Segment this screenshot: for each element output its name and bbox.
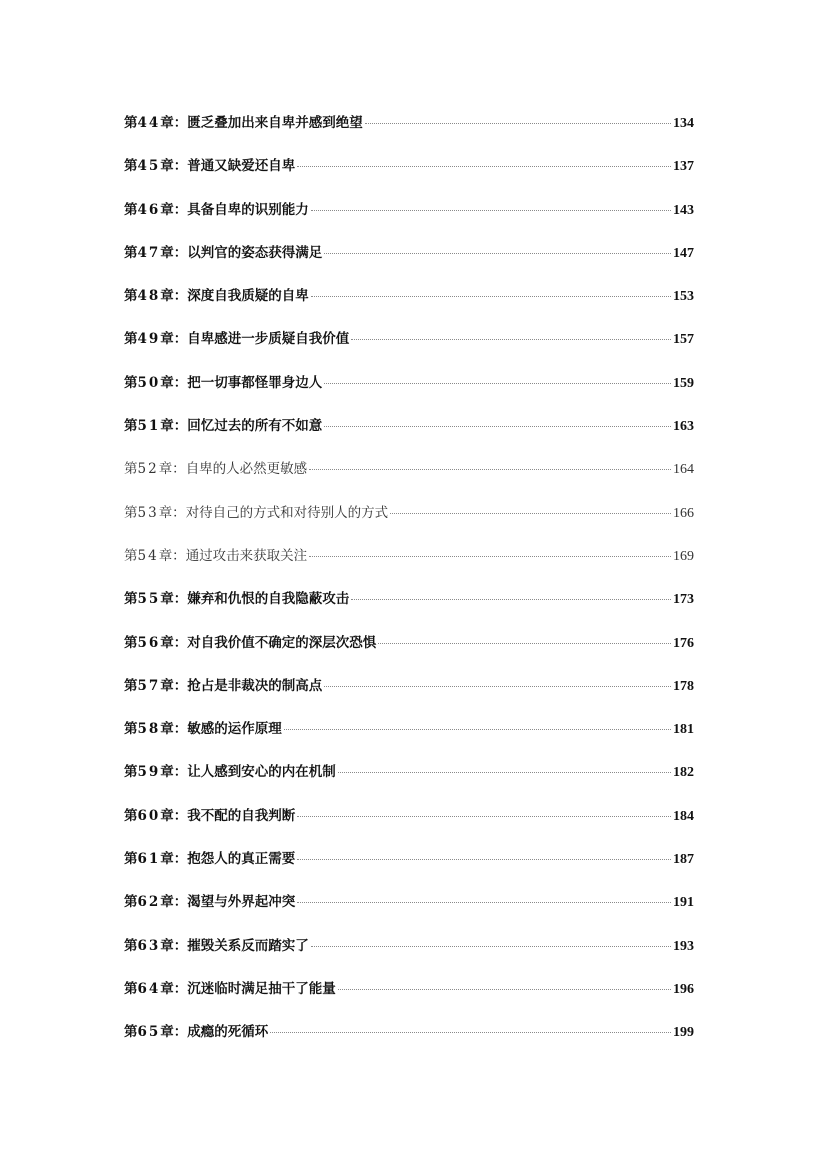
chapter-suffix: 章： — [160, 288, 188, 305]
toc-entry[interactable] — [124, 847, 694, 890]
toc-chapter-label — [124, 674, 322, 698]
chapter-prefix: 第 — [124, 288, 138, 305]
chapter-number: 54 — [137, 547, 159, 564]
chapter-number: 52 — [137, 461, 159, 478]
toc-chapter-label — [124, 414, 322, 438]
toc-entry[interactable] — [124, 631, 694, 674]
chapter-prefix: 第 — [124, 418, 138, 435]
chapter-suffix: 章： — [158, 547, 186, 564]
toc-entry[interactable] — [124, 977, 694, 1020]
page-number: 164 — [673, 462, 694, 478]
chapter-prefix: 第 — [124, 807, 138, 824]
chapter-title: 对待自己的方式和对待别人的方式 — [185, 504, 389, 521]
dot-leader — [311, 296, 671, 297]
toc-chapter-label — [124, 631, 376, 655]
chapter-title: 嫌弃和仇恨的自我隐蔽攻击 — [187, 591, 350, 608]
toc-chapter-label — [124, 847, 295, 871]
chapter-title: 抱怨人的真正需要 — [187, 851, 296, 868]
chapter-prefix: 第 — [124, 331, 138, 348]
chapter-number: 48 — [137, 288, 161, 305]
chapter-suffix: 章： — [160, 937, 188, 954]
chapter-title: 把一切事都怪罪身边人 — [187, 374, 323, 391]
chapter-prefix: 第 — [124, 374, 138, 391]
page-number: 134 — [673, 116, 694, 131]
toc-chapter-label — [124, 371, 322, 395]
toc-entry[interactable] — [124, 1020, 694, 1063]
toc-entry[interactable] — [124, 414, 694, 457]
chapter-prefix: 第 — [124, 937, 138, 954]
chapter-suffix: 章： — [160, 721, 188, 738]
chapter-suffix: 章： — [160, 201, 188, 218]
chapter-prefix: 第 — [124, 591, 138, 608]
chapter-prefix: 第 — [124, 158, 138, 175]
chapter-number: 55 — [137, 591, 161, 608]
toc-entry[interactable] — [124, 327, 694, 370]
chapter-prefix: 第 — [124, 1024, 138, 1041]
page-number: 166 — [673, 505, 694, 521]
chapter-number: 62 — [137, 894, 161, 911]
chapter-suffix: 章： — [160, 418, 188, 435]
page-number: 191 — [673, 895, 694, 911]
chapter-number: 53 — [137, 504, 159, 521]
dot-leader — [351, 599, 671, 600]
chapter-prefix: 第 — [124, 677, 138, 694]
chapter-number: 59 — [137, 764, 161, 781]
chapter-number: 64 — [137, 980, 161, 997]
dot-leader — [297, 859, 671, 860]
dot-leader — [338, 772, 671, 773]
toc-chapter-label — [124, 154, 295, 178]
toc-entry[interactable] — [124, 674, 694, 717]
chapter-number: 58 — [137, 721, 161, 738]
chapter-title: 自卑的人必然更敏感 — [185, 461, 308, 478]
chapter-prefix: 第 — [124, 634, 138, 651]
dot-leader — [378, 643, 671, 644]
chapter-prefix: 第 — [124, 851, 138, 868]
toc-chapter-label — [124, 111, 363, 135]
table-of-contents — [124, 111, 694, 1064]
chapter-suffix: 章： — [160, 374, 188, 391]
chapter-number: 57 — [137, 677, 161, 694]
chapter-prefix: 第 — [124, 721, 138, 738]
dot-leader — [311, 946, 671, 947]
chapter-prefix: 第 — [124, 547, 138, 564]
toc-entry[interactable] — [124, 198, 694, 241]
chapter-number: 56 — [137, 634, 161, 651]
page-number: 181 — [673, 722, 694, 738]
toc-chapter-label — [124, 327, 349, 351]
chapter-title: 对自我价值不确定的深层次恐惧 — [187, 634, 377, 651]
toc-entry[interactable] — [124, 587, 694, 630]
chapter-prefix: 第 — [124, 461, 138, 478]
toc-chapter-label — [124, 890, 295, 914]
dot-leader — [324, 253, 671, 254]
dot-leader — [297, 902, 671, 903]
chapter-suffix: 章： — [160, 677, 188, 694]
chapter-title: 摧毁关系反而踏实了 — [187, 937, 309, 954]
toc-entry[interactable] — [124, 241, 694, 284]
chapter-title: 渴望与外界起冲突 — [187, 894, 296, 911]
dot-leader — [351, 339, 671, 340]
chapter-prefix: 第 — [124, 764, 138, 781]
chapter-number: 60 — [137, 807, 161, 824]
page-number: 137 — [673, 159, 694, 175]
page-number: 147 — [673, 245, 694, 261]
chapter-suffix: 章： — [160, 807, 188, 824]
page-number: 163 — [673, 419, 694, 435]
chapter-title: 抢占是非裁决的制高点 — [187, 677, 323, 694]
dot-leader — [297, 166, 671, 167]
chapter-prefix: 第 — [124, 201, 138, 218]
page-number: 159 — [673, 375, 694, 391]
chapter-number: 63 — [137, 937, 161, 954]
chapter-suffix: 章： — [160, 115, 188, 131]
chapter-title: 让人感到安心的内在机制 — [187, 764, 336, 781]
chapter-number: 45 — [137, 158, 161, 175]
page-number: 169 — [673, 548, 694, 564]
toc-entry[interactable] — [124, 371, 694, 414]
chapter-suffix: 章： — [160, 331, 188, 348]
dot-leader — [338, 989, 671, 990]
chapter-suffix: 章： — [158, 461, 186, 478]
page-number: 157 — [673, 332, 694, 348]
toc-entry[interactable] — [124, 284, 694, 327]
chapter-prefix: 第 — [124, 894, 138, 911]
chapter-number: 61 — [137, 851, 161, 868]
chapter-number: 44 — [137, 115, 161, 131]
chapter-title: 成瘾的死循环 — [187, 1024, 269, 1041]
page-number: 187 — [673, 852, 694, 868]
chapter-suffix: 章： — [160, 764, 188, 781]
chapter-suffix: 章： — [160, 980, 188, 997]
toc-chapter-label — [124, 717, 282, 741]
dot-leader — [284, 729, 671, 730]
toc-chapter-label — [124, 284, 309, 308]
toc-chapter-label — [124, 501, 388, 525]
toc-chapter-label — [124, 934, 309, 958]
toc-chapter-label — [124, 544, 307, 568]
toc-chapter-label — [124, 457, 307, 481]
toc-chapter-label — [124, 587, 349, 611]
toc-chapter-label — [124, 760, 336, 784]
chapter-number: 49 — [137, 331, 161, 348]
chapter-prefix: 第 — [124, 115, 138, 131]
chapter-suffix: 章： — [160, 244, 188, 261]
page-number: 199 — [673, 1025, 694, 1041]
chapter-number: 46 — [137, 201, 161, 218]
toc-entry[interactable] — [124, 717, 694, 760]
chapter-title: 自卑感进一步质疑自我价值 — [187, 331, 350, 348]
chapter-prefix: 第 — [124, 504, 138, 521]
toc-entry[interactable] — [124, 544, 694, 587]
chapter-title: 普通又缺爱还自卑 — [187, 158, 296, 175]
toc-entry[interactable] — [124, 457, 694, 500]
chapter-title: 沉迷临时满足抽干了能量 — [187, 980, 336, 997]
chapter-title: 匮乏叠加出来自卑并感到绝望 — [187, 115, 363, 131]
dot-leader — [390, 513, 671, 514]
chapter-title: 具备自卑的识别能力 — [187, 201, 309, 218]
chapter-suffix: 章： — [160, 591, 188, 608]
page-number: 143 — [673, 202, 694, 218]
chapter-title: 深度自我质疑的自卑 — [187, 288, 309, 305]
chapter-suffix: 章： — [160, 158, 188, 175]
chapter-suffix: 章： — [158, 504, 186, 521]
page-number: 153 — [673, 289, 694, 305]
toc-entry[interactable] — [124, 760, 694, 803]
chapter-number: 51 — [137, 418, 161, 435]
toc-chapter-label — [124, 198, 309, 222]
page-number: 173 — [673, 592, 694, 608]
page-number: 178 — [673, 678, 694, 694]
chapter-number: 65 — [137, 1024, 161, 1041]
dot-leader — [297, 816, 671, 817]
toc-chapter-label — [124, 977, 336, 1001]
toc-entry[interactable] — [124, 934, 694, 977]
chapter-number: 47 — [137, 244, 161, 261]
toc-entry[interactable] — [124, 890, 694, 933]
dot-leader — [365, 123, 671, 124]
dot-leader — [270, 1032, 671, 1033]
toc-entry[interactable] — [124, 501, 694, 544]
chapter-suffix: 章： — [160, 1024, 188, 1041]
chapter-suffix: 章： — [160, 634, 188, 651]
page-number: 193 — [673, 938, 694, 954]
chapter-number: 50 — [137, 374, 161, 391]
dot-leader — [324, 426, 671, 427]
dot-leader — [324, 383, 671, 384]
chapter-title: 以判官的姿态获得满足 — [187, 244, 323, 261]
page-number: 176 — [673, 635, 694, 651]
page-number: 196 — [673, 981, 694, 997]
dot-leader — [309, 556, 671, 557]
chapter-title: 通过攻击来获取关注 — [185, 547, 308, 564]
dot-leader — [324, 686, 671, 687]
toc-entry[interactable] — [124, 804, 694, 847]
toc-chapter-label — [124, 241, 322, 265]
toc-chapter-label — [124, 804, 295, 828]
page-number: 184 — [673, 808, 694, 824]
chapter-prefix: 第 — [124, 980, 138, 997]
toc-entry[interactable] — [124, 111, 694, 154]
chapter-prefix: 第 — [124, 244, 138, 261]
chapter-title: 敏感的运作原理 — [187, 721, 282, 738]
toc-chapter-label — [124, 1020, 268, 1044]
dot-leader — [309, 469, 671, 470]
chapter-suffix: 章： — [160, 894, 188, 911]
toc-entry[interactable] — [124, 154, 694, 197]
page-number: 182 — [673, 765, 694, 781]
chapter-title: 回忆过去的所有不如意 — [187, 418, 323, 435]
chapter-suffix: 章： — [160, 851, 188, 868]
chapter-title: 我不配的自我判断 — [187, 807, 296, 824]
dot-leader — [311, 210, 671, 211]
